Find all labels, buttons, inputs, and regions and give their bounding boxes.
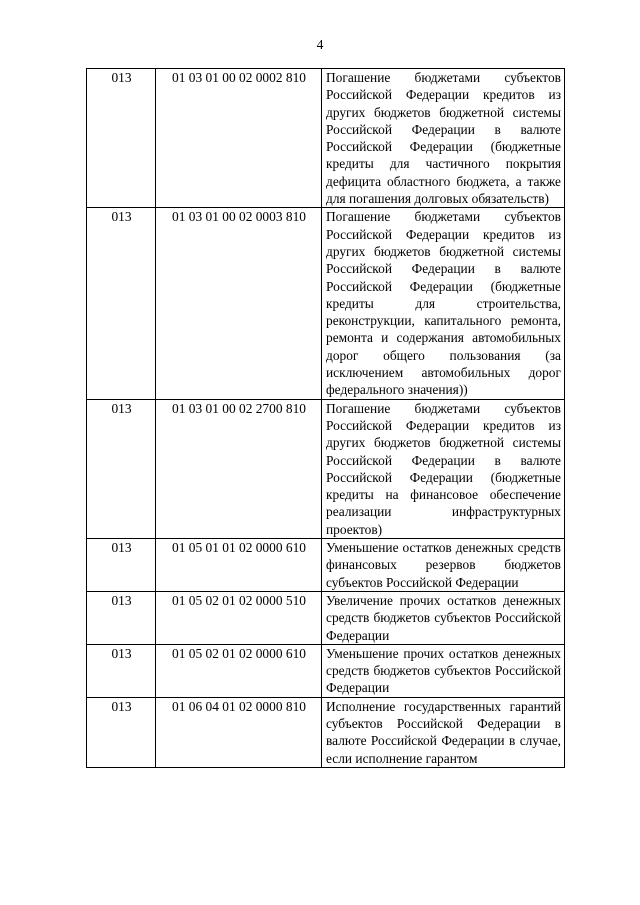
description-cell: Исполнение государственных гарантий субъектов Российской Федерации в валюте Российской Федерации в случае, если исполнение гарантом [322,697,565,767]
admin-code-cell: 013 [87,69,156,208]
table-row [87,591,565,644]
budget-code-cell: 01 03 01 00 02 0002 810 [156,69,322,208]
description-cell: Погашение бюджетами субъектов Российской Федерации кредитов из других бюджетов бюджетной системы Российской Федерации в валюте Российской Федерации (бюджетные кредиты для строительства, реконструкции, капитального ремонта, ремонта и содержания автомобильных дорог общего пользования (за исключением автомобильных дорог федерального значения)) [322,208,565,399]
budget-code-cell: 01 03 01 00 02 0003 810 [156,208,322,399]
admin-code-cell: 013 [87,208,156,399]
table-row [87,697,565,767]
table-row [87,539,565,592]
table-row [87,644,565,697]
admin-code-cell: 013 [87,644,156,697]
table-row [87,69,565,208]
table-row [87,399,565,538]
budget-code-cell: 01 06 04 01 02 0000 810 [156,697,322,767]
admin-code-cell: 013 [87,399,156,538]
description-cell: Уменьшение остатков денежных средств финансовых резервов бюджетов субъектов Российской Федерации [322,539,565,592]
budget-code-cell: 01 03 01 00 02 2700 810 [156,399,322,538]
admin-code-cell: 013 [87,539,156,592]
admin-code-cell: 013 [87,591,156,644]
budget-code-cell: 01 05 01 01 02 0000 610 [156,539,322,592]
budget-classification-table [86,68,565,768]
table-row [87,208,565,399]
budget-code-cell: 01 05 02 01 02 0000 610 [156,644,322,697]
description-cell: Увеличение прочих остатков денежных средств бюджетов субъектов Российской Федерации [322,591,565,644]
budget-code-cell: 01 05 02 01 02 0000 510 [156,591,322,644]
description-cell: Погашение бюджетами субъектов Российской Федерации кредитов из других бюджетов бюджетной системы Российской Федерации в валюте Российской Федерации (бюджетные кредиты на финансовое обеспечение реализации инфраструктурных проектов) [322,399,565,538]
description-cell: Погашение бюджетами субъектов Российской Федерации кредитов из других бюджетов бюджетной системы Российской Федерации в валюте Российской Федерации (бюджетные кредиты для частичного покрытия дефицита областного бюджета, а также для погашения долговых обязательств) [322,69,565,208]
description-cell: Уменьшение прочих остатков денежных средств бюджетов субъектов Российской Федерации [322,644,565,697]
page-number: 4 [316,37,324,52]
admin-code-cell: 013 [87,697,156,767]
